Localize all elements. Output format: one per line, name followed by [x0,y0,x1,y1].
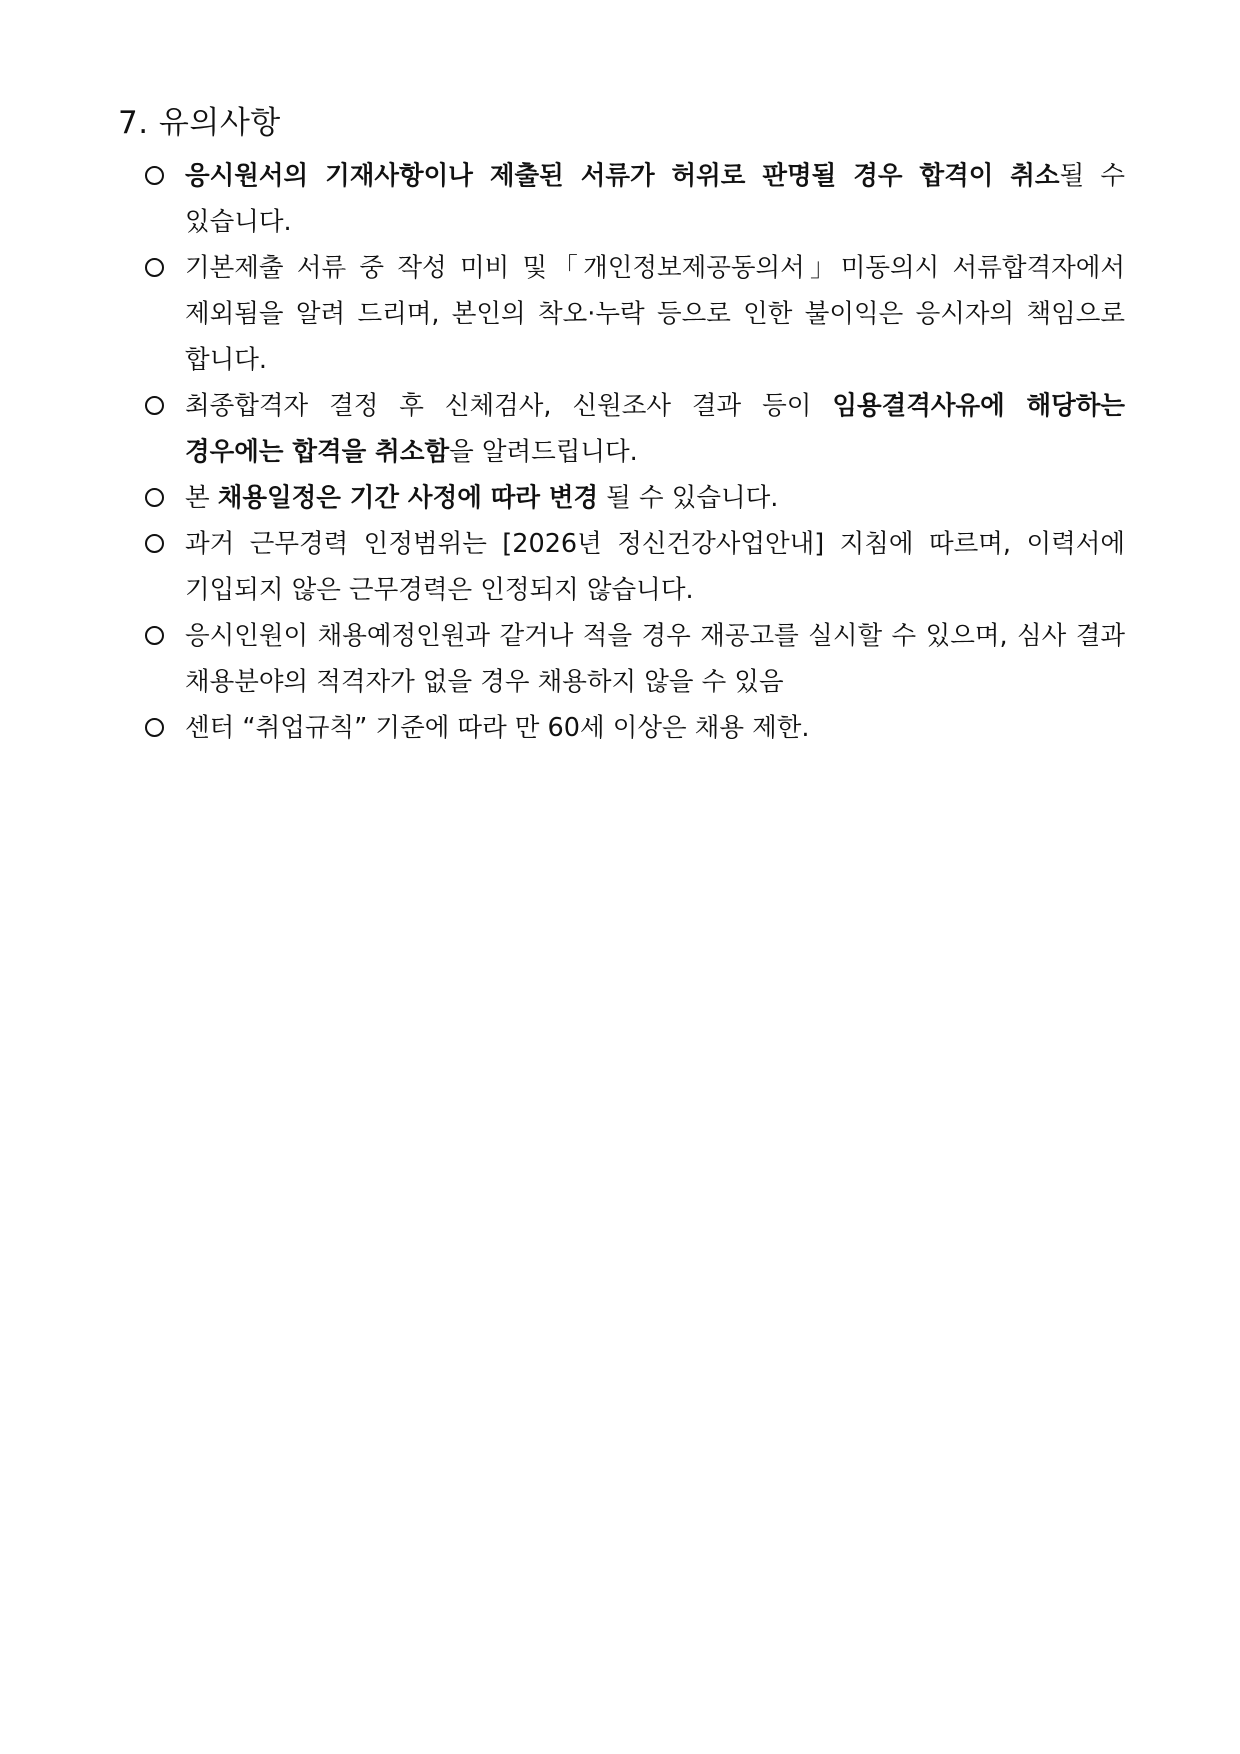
notice-item [145,521,1125,613]
notice-text-emphasis: 임용결격사유에 해당하는 경우에는 합격을 취소함 [185,391,1125,467]
notice-text-emphasis: 채용일정은 기간 사정에 따라 변경 [217,483,599,513]
section-title: 7. 유의사항 [118,105,281,141]
notice-item [145,383,1125,475]
notice-text: 응시인원이 채용예정인원과 같거나 적을 경우 재공고를 실시할 수 있으며, 심사 결과 채용분야의 적격자가 없을 경우 채용하지 않을 수 있음 [185,621,1125,697]
notice-text-emphasis: 응시원서의 기재사항이나 제출된 서류가 허위로 판명될 경우 합격이 취소 [185,161,1060,191]
notice-list [145,153,1125,751]
circle-bullet-icon [145,166,164,185]
notice-text: 과거 근무경력 인정범위는 [2026년 정신건강사업안내] 지침에 따르며, 이력서에 기입되지 않은 근무경력은 인정되지 않습니다. [185,529,1125,605]
circle-bullet-icon [145,258,164,277]
notice-item [145,153,1125,245]
notice-item [145,705,1125,751]
notice-text: 최종합격자 결정 후 신체검사, 신원조사 결과 등이 [185,391,833,421]
notice-item [145,475,1125,521]
notice-item [145,245,1125,383]
circle-bullet-icon [145,396,164,415]
notice-text: 될 수 있습니다. [185,161,1126,237]
circle-bullet-icon [145,534,164,553]
notice-text: 을 알려드립니다. [449,437,638,467]
circle-bullet-icon [145,626,164,645]
circle-bullet-icon [145,488,164,507]
circle-bullet-icon [145,718,164,737]
notice-text: 될 수 있습니다. [598,483,779,513]
notice-text: 센터 “취업규칙” 기준에 따라 만 60세 이상은 채용 제한. [185,713,810,743]
notice-text: 본 [185,483,218,513]
notice-item [145,613,1125,705]
notice-text: 기본제출 서류 중 작성 미비 및「개인정보제공동의서」미동의시 서류합격자에서 제외됨을 알려 드리며, 본인의 착오·누락 등으로 인한 불이익은 응시자의 책임으로 합니다. [185,253,1125,375]
